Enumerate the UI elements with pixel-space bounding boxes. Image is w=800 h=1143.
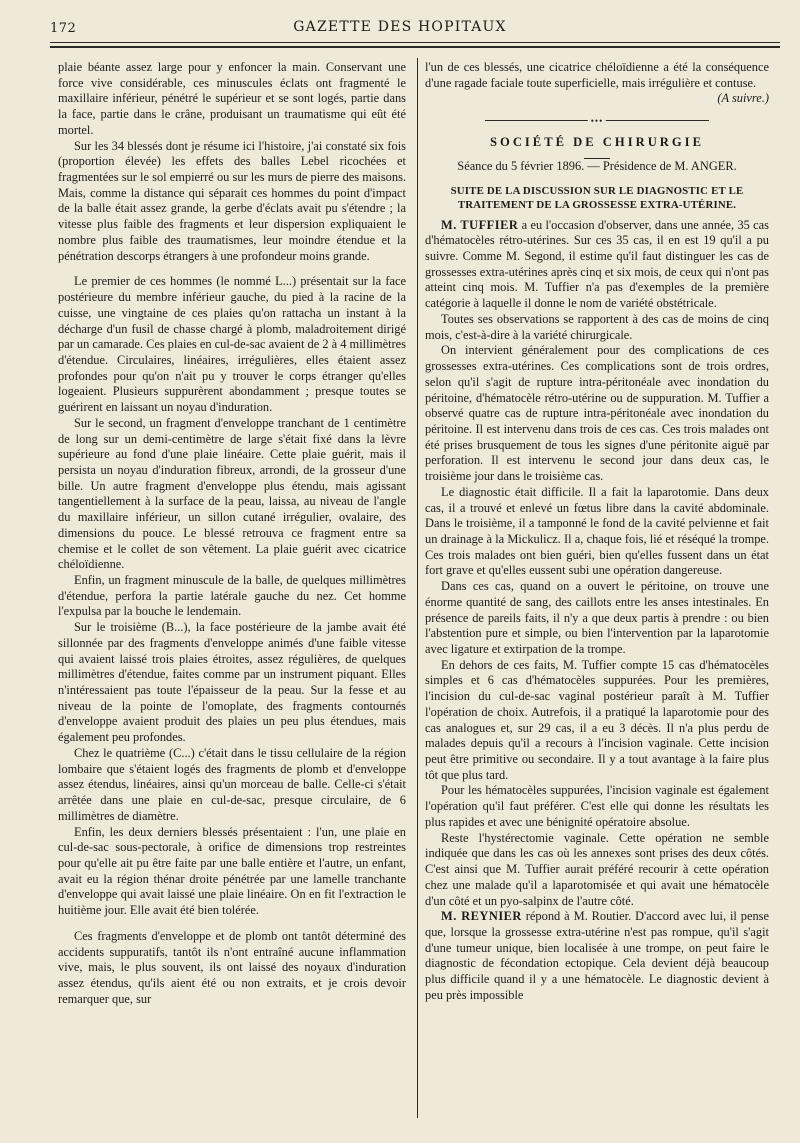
paragraph: Enfin, un fragment minuscule de la balle, de quelques millimètres d'étendue, perfora la partie latérale gauche du nez. Cet homme l'expulsa par la bouche le lendemain. [58,573,406,619]
paragraph: On intervient généralement pour des complications de ces grossesses extra-utérines. Ces complications sont de trois ordres, selon qu'il s'agit de rupture intra-péritonéale avec inondation du péritoine, d'hématocèle rétro-utérine ou de suppuration. M. Tuffier a observé quatre cas de rupture intra-péritonéale avec inondation du péritoine. Il est intervenu dans trois de ces cas. Ces trois malades ont été prises brusquement de tous les signes d'une péritonite aiguë par perforation. Il est intervenu le second jour dans deux cas, le troisième jour dans le troisième cas. [425,343,769,484]
header-rule-thick [50,46,780,48]
paragraph: Dans ces cas, quand on a ouvert le péritoine, on trouve une énorme quantité de sang, des caillots entre les anses intestinales. En présence de pareils faits, il n'y a que deux partis à prendre : ou bien l'abstention pure et simple, ou bien l'intervention par la laparotomie avec ligature et extirpation de la trompe. [425,579,769,656]
paragraph [425,909,769,1003]
paragraph: En dehors de ces faits, M. Tuffier compte 15 cas d'hématocèles simples et 6 cas d'hématocèles suppurées. Pour les premières, l'incision du cul-de-sac vaginal postérieur paraît à M. Tuffier l'opération de choix. Autrefois, il a pratiqué la laparotomie pour des cas analogues et, sur 29 cas, il a eu 3 décès. Il n'a plus perdu de malades depuis qu'il a recours à l'incision vaginale. Cette incision peut être primitive ou secondaire. Il y a tout avantage à la faire plus tôt que plus tard. [425,657,769,782]
paragraph: Enfin, les deux derniers blessés présentaient : l'un, une plaie en cul-de-sac sous-pectorale, à orifice de dimensions trop restreintes pour qu'elle ait pu être faite par une balle entière et l'autre, un enfant, avait eu la région thénar droite pénétrée par une lamelle tranchante d'enveloppe qui avait laissé une plaie linéaire. On en fit l'extraction le huitième jour. Elle avait été bien tolérée. [58,824,406,918]
paragraph: Reste l'hystérectomie vaginale. Cette opération ne semble indiquée que dans les cas où les annexes sont prises des deux côtés. C'est ainsi que M. Tuffier aurait préféré recourir à cette opération chez une malade qu'il a laparotomisée et qui avait une hématocèle d'un côté et un pyo-salpinx de l'autre côté. [425,830,769,908]
paragraph: Le premier de ces hommes (le nommé L...) présentait sur la face postérieure du membre inférieur gauche, du pied à la racine de la cuisse, une vingtaine de ces plaies qu'on rattacha un instant à la décharge d'un fusil de chasse chargé à plomb, maladroitement dirigé par un camarade. Ces plaies en cul-de-sac avaient de 2 à 4 millimètres d'étendue. Circulaires, linéaires, irrégulières, elles étaient assez profondes pour qu'on n'ait pu y trouver le corps étranger qu'elles logeaient. Plusieurs suppurèrent abondamment ; presque toutes se guérirent en laissant un noyau d'induration. [58,274,406,415]
speaker-name: M. TUFFIER [441,217,519,232]
running-title: GAZETTE DES HOPITAUX [293,19,507,35]
to-be-continued: (A suivre.) [717,91,769,106]
paragraph: Sur le second, un fragment d'enveloppe tranchant de 1 centimètre de long sur un demi-centimètre de large s'était fixé dans la lèvre supérieure au fond d'une plaie linéaire. Cette plaie guérit, mais il persista un noyau d'induration fibreux, arrondi, de la grosseur d'une bille. Un autre fragment d'enveloppe plus étendu, mais agissant tangentiellement à la surface de la peau, laissa, au niveau de l'angle du maxillaire inférieur, un sillon cutané irrégulier, ovalaire, des dimensions du pouce. Le blessé retrouva ce fragment entre sa chemise et le collet de son vêtement. La plaie guérit avec cicatrice chéloïdienne. [58,415,406,572]
page-number: 172 [50,21,77,36]
section-title: SOCIÉTÉ DE CHIRURGIE [490,135,704,150]
ornament-separator [425,113,769,127]
paragraph: Sur le troisième (B...), la face postérieure de la jambe avait été sillonnée par des fragments d'enveloppe animés d'une faible vitesse qui avaient laissé trois plaies étroites, assez régulières, de quelques millimètres d'étendue, faites comme par un instrument piquant. Elles n'intéressaient pas toute l'épaisseur de la peau. Sur la fesse et au niveau de la pointe de l'omoplate, des fragments contournés d'enveloppe avaient produit des plaies un peu plus étendues, mais également peu profondes. [58,620,406,745]
ornament-glyph: ••• [588,114,606,130]
paragraph: Toutes ses observations se rapportent à des cas de moins de cinq mois, c'est-à-dire à la variété chirurgicale. [425,311,769,342]
paragraph: Chez le quatrième (C...) c'était dans le tissu cellulaire de la région lombaire que s'étaient logés des fragments de plomb et d'enveloppe assez étendus, linéaires, ainsi qu'un morceau de balle. Celle-ci s'était arrêtée dans une plaie en cul-de-sac, presque circulaire, de 6 millimètres de diamètre. [58,745,406,823]
paragraph-text: a eu l'occasion d'observer, dans une année, 35 cas d'hématocèles rétro-utérines. Sur ces 35 cas, il en est 19 qu'il a pu suivre. Comme M. Segond, il estime qu'il faut distinguer les cas de grossesses extra-utérines après cinq et six mois, de ceux qui n'ont pas atteint cinq mois. M. Tuffier n'a pas d'exemples de la première catégorie à laquelle il donne le nom de variété obstétricale. [425,217,769,311]
paragraph: Pour les hématocèles suppurées, l'incision vaginale est également l'opération qu'il faut préférer. C'est elle qui donne les résultats les plus rapides et avec une bénignité opératoire absolue. [425,783,769,829]
header-rule [50,42,780,43]
discussion-subheading: SUITE DE LA DISCUSSION SUR LE DIAGNOSTIC ET LE TRAITEMENT DE LA GROSSESSE EXTRA-UTÉRINE. [450,184,744,211]
speaker-name: M. REYNIER [441,909,522,924]
paragraph: plaie béante assez large pour y enfoncer la main. Conservant une force vive considérable, ces minuscules éclats ont fragmenté le maxillaire inférieur, pénétré le supérieur et se sont logés, partie dans la face, partie dans le crâne, produisant un traumatisme qui eût été mortel. [58,60,406,137]
paragraph: l'un de ces blessés, une cicatrice chéloïdienne a été la conséquence d'une ragade faciale toute superficielle, mais irrégulière et contuse. [425,60,769,90]
left-column [58,60,406,1007]
right-column [425,60,769,1004]
column-divider [417,58,418,1118]
paragraph [425,218,769,312]
session-line: Séance du 5 février 1896. — Présidence de M. ANGER. [457,158,737,173]
paragraph: Ces fragments d'enveloppe et de plomb ont tantôt déterminé des accidents suppuratifs, tantôt ils n'ont entraîné aucune inflammation vive, mais, le plus souvent, ils ont laissé des noyaux d'induration assez étendus, qu'ils aient été ou non extraits, et je crois devoir remarquer que, sur [58,928,406,1006]
paragraph-text: répond à M. Routier. D'accord avec lui, il pense que, lorsque la grossesse extra-utérine n'est pas rompue, qu'il s'agit d'une tumeur unique, bien localisée à une trompe, on peut faire le diagnostic de fécondation ectopique. Cela devient déjà beaucoup plus difficile quand il y a une hématocèle. Le diagnostic devient à peu près impossible [425,909,769,1002]
paragraph: Le diagnostic était difficile. Il a fait la laparotomie. Dans deux cas, il a trouvé et enlevé un fœtus libre dans la cavité abdominale. Dans le troisième, il a tamponné le fond de la cavité pelvienne et fait un drainage à la Mickulicz. Il a, chaque fois, lié et réséqué la trompe. Ces trois malades ont bien guéri, bien qu'elles fussent dans un état fort grave et qu'elles eussent subi une opération dangereuse. [425,484,769,578]
paragraph: Sur les 34 blessés dont je résume ici l'histoire, j'ai constaté six fois (proportion élevée) les effets des balles Lebel ricochées et fragmentées sur le sol empierré ou sur les murs de pierre des maisons. Mais, comme la distance qui séparait ces hommes du point d'impact de la balle était assez grande, la gerbe d'éclats avait pu s'étendre ; la vitesse plus faible des fragments et leur dispersion expliquaient le nombre plus faible des traumatismes, leur moindre étendue et la pénétration descorps étrangers à une profondeur moins grande. [58,138,406,263]
